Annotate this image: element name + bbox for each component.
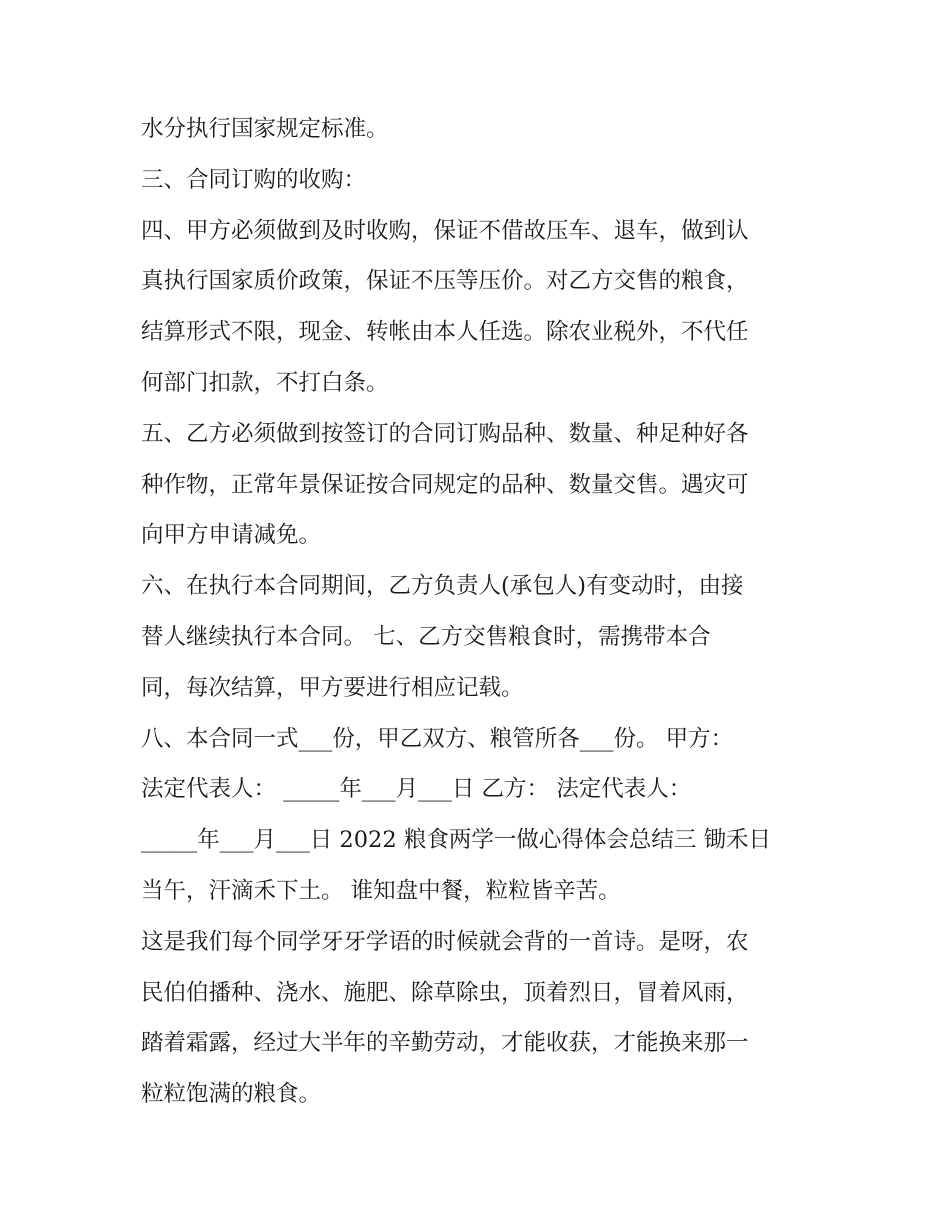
text-line: _____年___月___日 2022 粮食两学一做心得体会总结三 锄禾日 (141, 827, 771, 854)
text-line: 当午，汗滴禾下土。 谁知盘中餐，粒粒皆辛苦。 (141, 877, 621, 904)
text-line: 民伯伯播种、浇水、施肥、除草除虫，顶着烈日，冒着风雨， (141, 979, 749, 1006)
text-line: 八、本合同一式___份，甲乙双方、粮管所各___份。 甲方： (141, 725, 734, 752)
text-line: 法定代表人： _____年___月___日 乙方： 法定代表人： (141, 776, 692, 803)
text-line: 何部门扣款，不打白条。 (141, 369, 389, 396)
text-line: 粒粒饱满的粮食。 (141, 1081, 322, 1108)
text-line: 水分执行国家规定标准。 (141, 116, 389, 142)
text-line: 种作物，正常年景保证按合同规定的品种、数量交售。遇灾可 (141, 471, 749, 498)
text-line: 向甲方申请减免。 (141, 522, 322, 549)
text-line: 六、在执行本合同期间，乙方负责人(承包人)有变动时，由接 (141, 573, 744, 600)
text-line: 真执行国家质价政策，保证不压等压价。对乙方交售的粮食， (141, 268, 749, 295)
text-line: 五、乙方必须做到按签订的合同订购品种、数量、种足种好各 (141, 420, 749, 447)
document-body (141, 104, 821, 1120)
text-line: 这是我们每个同学牙牙学语的时候就会背的一首诗。是呀，农 (141, 928, 749, 955)
text-line: 同，每次结算，甲方要进行相应记载。 (141, 674, 524, 701)
text-line: 替人继续执行本合同。 七、乙方交售粮食时，需携带本合 (141, 623, 711, 650)
text-line: 四、甲方必须做到及时收购，保证不借故压车、退车，做到认 (141, 217, 749, 244)
text-line: 踏着霜露，经过大半年的辛勤劳动，才能收获，才能换来那一 (141, 1030, 749, 1057)
text-line: 三、合同订购的收购： (141, 166, 367, 193)
text-line: 结算形式不限，现金、转帐由本人任选。除农业税外，不代任 (141, 319, 749, 346)
